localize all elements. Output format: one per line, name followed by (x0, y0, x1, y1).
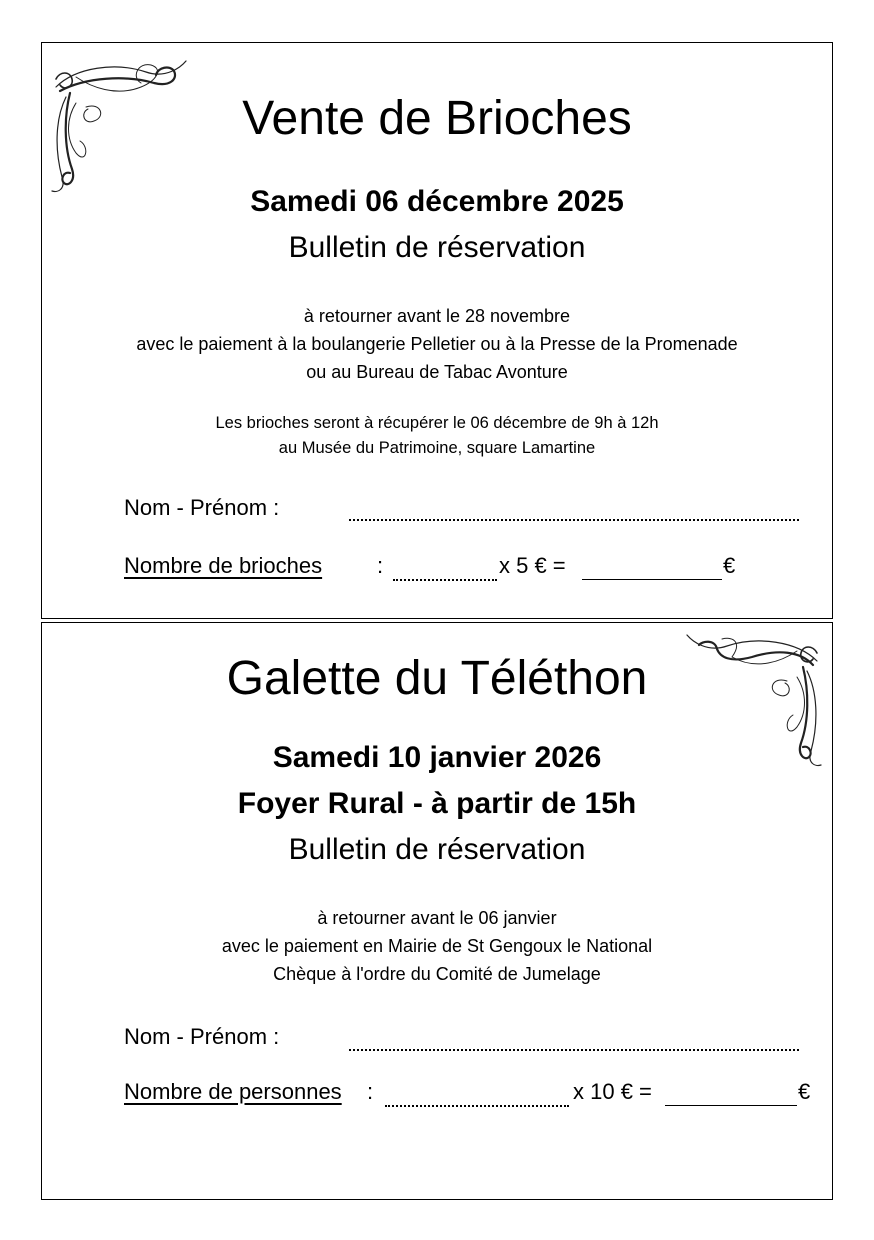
event-title: Vente de Brioches (242, 92, 632, 145)
quantity-field[interactable] (393, 579, 497, 581)
brioches-form (41, 42, 833, 619)
form-subtitle: Bulletin de réservation (288, 833, 586, 866)
name-label: Nom - Prénom : (124, 495, 280, 520)
currency-symbol: € (798, 1079, 811, 1104)
payment-info: avec le paiement à la boulangerie Pelletier ou à la Presse de la Promenade (136, 334, 738, 354)
quantity-field[interactable] (385, 1105, 569, 1107)
total-field[interactable] (582, 579, 722, 580)
pickup-location: au Musée du Patrimoine, square Lamartine (278, 439, 596, 457)
currency-symbol: € (723, 553, 736, 578)
event-date: Samedi 06 décembre 2025 (250, 185, 624, 218)
quantity-colon: : (377, 553, 384, 578)
quantity-colon: : (367, 1079, 374, 1104)
cheque-info: Chèque à l'ordre du Comité de Jumelage (273, 964, 601, 984)
payment-info-alt: ou au Bureau de Tabac Avonture (306, 362, 568, 382)
form-subtitle: Bulletin de réservation (288, 231, 586, 264)
name-field[interactable] (349, 1049, 799, 1051)
payment-info: avec le paiement en Mairie de St Gengoux le National (221, 936, 653, 956)
quantity-label: Nombre de brioches (124, 553, 323, 578)
unit-price: x 5 € = (499, 553, 566, 578)
name-field[interactable] (349, 519, 799, 521)
unit-price: x 10 € = (573, 1079, 652, 1104)
return-deadline: à retourner avant le 06 janvier (317, 908, 557, 928)
total-field[interactable] (665, 1105, 797, 1106)
event-date: Samedi 10 janvier 2026 (272, 741, 602, 774)
event-location: Foyer Rural - à partir de 15h (237, 787, 637, 820)
return-deadline: à retourner avant le 28 novembre (303, 306, 571, 326)
event-title: Galette du Téléthon (226, 652, 648, 705)
pickup-info: Les brioches seront à récupérer le 06 décembre de 9h à 12h (215, 414, 659, 432)
galette-form (41, 622, 833, 1200)
quantity-label: Nombre de personnes (124, 1079, 342, 1104)
name-label: Nom - Prénom : (124, 1024, 280, 1049)
